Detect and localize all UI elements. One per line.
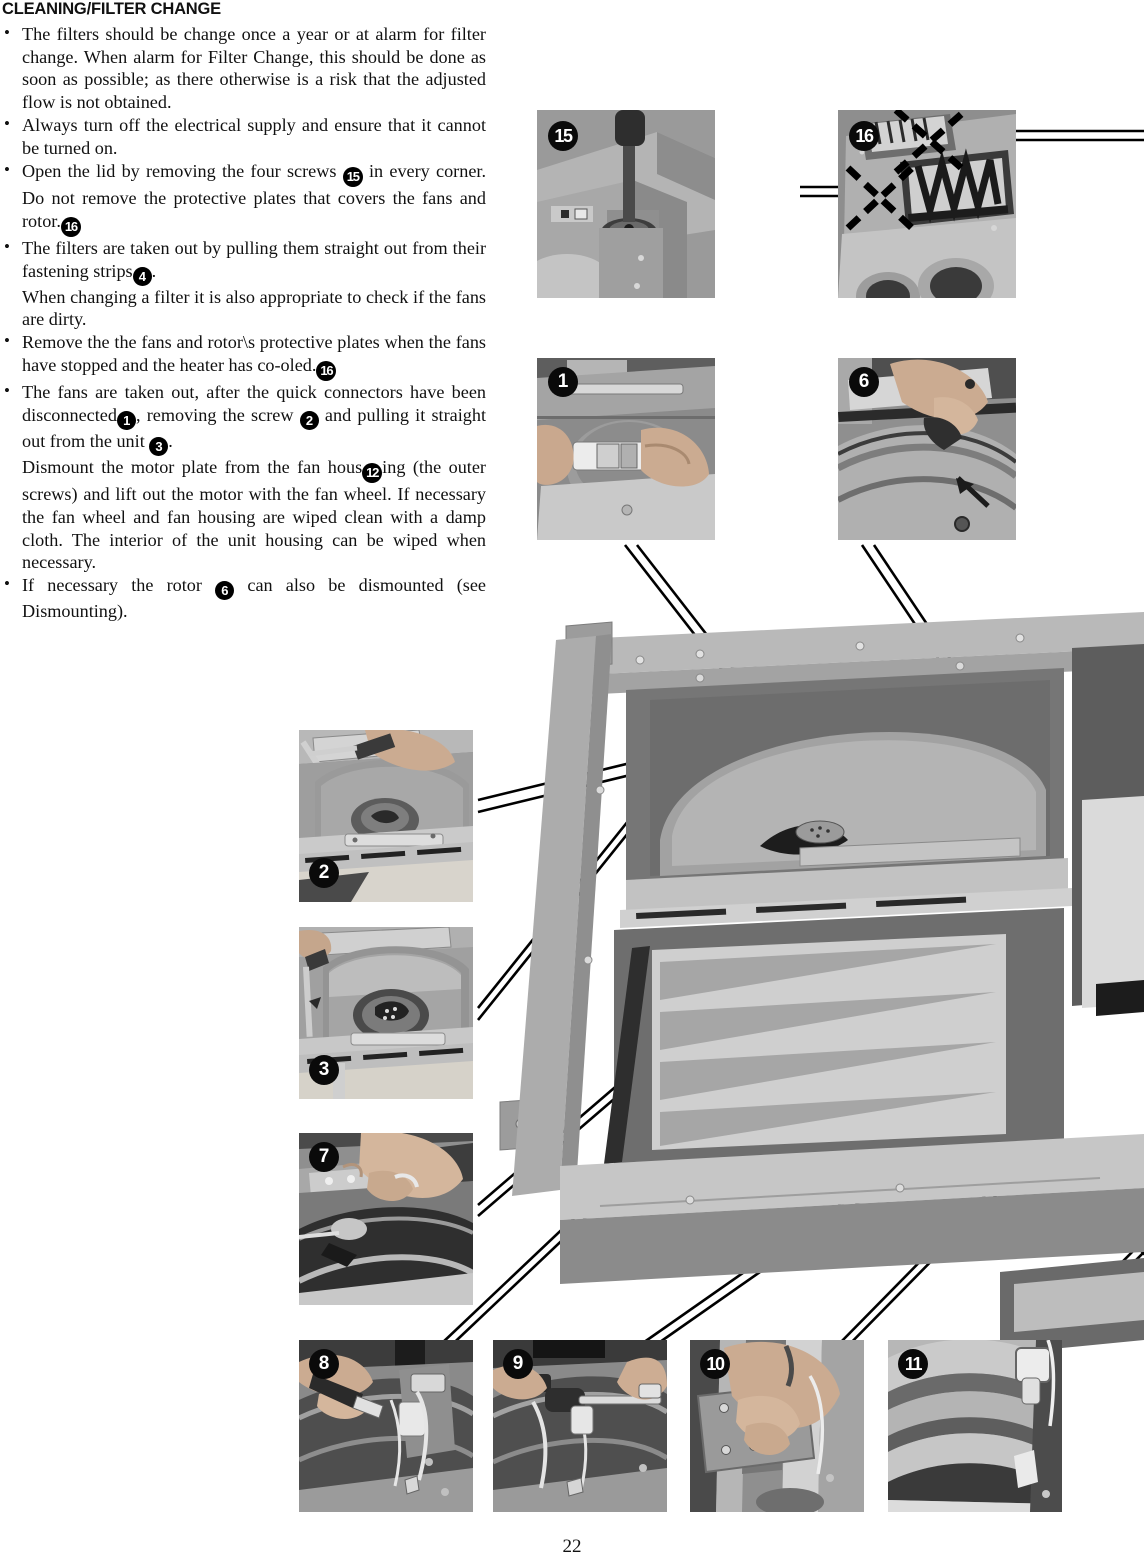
reference-badge-1: 1 [117, 411, 136, 430]
text-run: The fans are taken out, after the quick connectors have been disconnected [22, 382, 486, 425]
figure-10 [690, 1340, 864, 1512]
text-run: Remove the the fans and rotor\s protective plates when the fans have stopped and the heater has co-oled. [22, 332, 486, 376]
figure-1-number: 1 [548, 367, 578, 397]
figure-9-number: 9 [503, 1349, 533, 1379]
reference-badge-6: 6 [215, 581, 234, 600]
figure-15 [537, 110, 715, 298]
list-item-open-lid [0, 160, 486, 237]
figure-11-number: 11 [898, 1349, 928, 1379]
page-number: 22 [562, 1536, 582, 1557]
figure-16 [838, 110, 1016, 298]
paragraph [22, 160, 486, 237]
figure-16-number: 16 [849, 121, 879, 151]
text-run: . [168, 430, 173, 451]
reference-badge-16: 16 [61, 217, 81, 237]
text-run: Dismount the motor plate from the fan hous [22, 456, 363, 477]
diagram-body [500, 612, 1144, 1354]
text-run: ing (the outer screws) and lift out the motor with the fan wheel. If necessary the fan wheel and fan housing are wiped clean with a damp cloth. The interior of the unit housing can be wiped when necessary. [22, 456, 486, 573]
list-item-rotor-dismount [0, 574, 486, 623]
figure-1 [537, 358, 715, 540]
instruction-text-column [0, 0, 486, 623]
text-run: and pulling it straight out from the unit [22, 404, 487, 451]
figure-6-number: 6 [849, 367, 879, 397]
leader-line-group [440, 545, 1144, 1356]
list-item-fans-taken-out [0, 381, 486, 574]
paragraph: When changing a filter it is also appropriate to check if the fans are dirty. [22, 286, 486, 330]
figure-15-number: 15 [548, 121, 578, 151]
figure-3-number: 3 [309, 1055, 339, 1085]
paragraph: • The filters should be change once a year or at alarm for filter change. When alarm for Filter Change, this should be done as soon as possible; as there otherwise is a risk that the adjusted flow is not obtained. [22, 23, 486, 113]
text-run: in every corner. Do not remove the protective plates that covers the fans and rotor. [22, 160, 486, 231]
figure-3 [299, 927, 473, 1099]
figure-2-number: 2 [309, 858, 339, 888]
figure-8 [299, 1340, 473, 1512]
text-run: Open the lid by removing the four screws [22, 160, 337, 181]
list-item-filters-taken-out [0, 237, 486, 332]
paragraph [22, 331, 486, 381]
text-run: The filters are taken out by pulling them straight out from their fastening strips [22, 237, 486, 281]
figure-7-number: 7 [309, 1142, 339, 1172]
list-item-filters-change-interval [0, 23, 486, 114]
paragraph [22, 381, 486, 456]
reference-badge-12: 12 [362, 463, 382, 483]
reference-badge-2: 2 [300, 411, 319, 430]
paragraph [22, 574, 486, 623]
figure-8-number: 8 [309, 1349, 339, 1379]
paragraph [22, 237, 486, 286]
text-run: , removing the screw [135, 404, 294, 425]
figure-10-number: 10 [700, 1349, 730, 1379]
reference-badge-16b: 16 [316, 361, 336, 381]
paragraph [22, 456, 486, 574]
reference-badge-15: 15 [343, 167, 363, 187]
figure-7 [299, 1133, 473, 1305]
figure-11 [888, 1340, 1062, 1512]
figure-2 [299, 730, 473, 902]
reference-badge-3: 3 [149, 437, 168, 456]
page-title: CLEANING/FILTER CHANGE [2, 0, 221, 18]
paragraph: • Always turn off the electrical supply and ensure that it cannot be turned on. [22, 115, 486, 159]
text-run: can also be dismounted (see Dismounting). [22, 575, 487, 622]
instruction-list [0, 23, 486, 623]
text-run: If necessary the rotor [22, 575, 202, 596]
figure-6 [838, 358, 1016, 540]
figure-9 [493, 1340, 667, 1512]
reference-badge-4: 4 [133, 267, 152, 286]
text-run: . [151, 260, 157, 281]
list-item-turn-off-supply [0, 114, 486, 160]
list-item-remove-protective-plates [0, 331, 486, 381]
